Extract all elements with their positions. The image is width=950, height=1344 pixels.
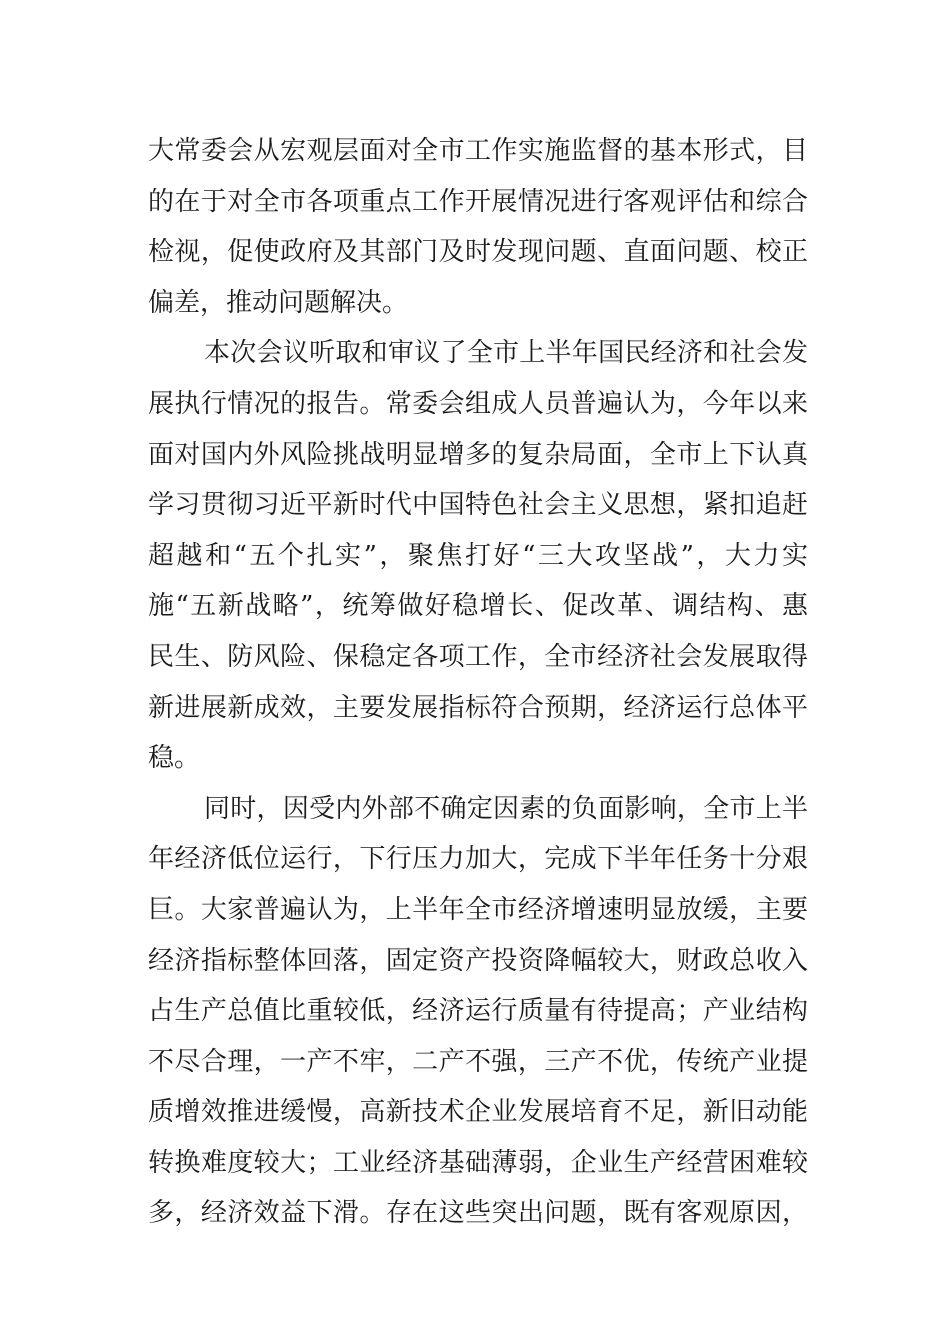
text-line: 民生、防风险、保稳定各项工作，全市经济社会发展取得	[148, 641, 808, 672]
text-line: 本次会议听取和审议了全市上半年国民经济和社会发	[204, 338, 808, 369]
text-line: 转换难度较大；工业经济基础薄弱，企业生产经营困难较	[148, 1147, 808, 1178]
text-line: 大常委会从宏观层面对全市工作实施监督的基本形式，目	[148, 136, 808, 166]
text-line: 学习贯彻习近平新时代中国特色社会主义思想，紧扣追赶	[148, 490, 808, 521]
text-line: 巨。大家普遍认为，上半年全市经济增速明显放缓，主要	[148, 894, 808, 925]
text-line: 年经济低位运行，下行压力加大，完成下半年任务十分艰	[148, 844, 808, 875]
paragraph-2	[148, 328, 808, 783]
text-line: 多，经济效益下滑。存在这些突出问题，既有客观原因，	[148, 1198, 808, 1229]
text-line: 展执行情况的报告。常委会组成人员普遍认为，今年以来	[148, 388, 808, 419]
text-line: 稳。	[148, 743, 201, 774]
text-line: 面对国内外风险挑战明显增多的复杂局面，全市上下认真	[148, 439, 808, 470]
text-line: 检视，促使政府及其部门及时发现问题、直面问题、校正	[148, 237, 808, 268]
text-line: 新进展新成效，主要发展指标符合预期，经济运行总体平	[148, 692, 808, 723]
text-line: 质增效推进缓慢，高新技术企业发展培育不足，新旧动能	[148, 1097, 808, 1128]
text-line: 施“五新战略”，统筹做好稳增长、促改革、调结构、惠	[148, 591, 808, 622]
paragraph-1	[148, 126, 808, 328]
text-line: 不尽合理，一产不牢，二产不强，三产不优，传统产业提	[148, 1046, 808, 1077]
text-line: 超越和“五个扎实”，聚焦打好“三大攻坚战”，大力实	[148, 540, 808, 571]
text-line: 经济指标整体回落，固定资产投资降幅较大，财政总收入	[148, 945, 808, 976]
paragraph-3	[148, 784, 808, 1239]
text-line: 的在于对全市各项重点工作开展情况进行客观评估和综合	[148, 186, 808, 217]
document-body	[148, 126, 808, 1239]
text-line: 占生产总值比重较低，经济运行质量有待提高；产业结构	[148, 996, 808, 1027]
text-line: 同时，因受内外部不确定因素的负面影响，全市上半	[204, 793, 808, 824]
text-line: 偏差，推动问题解决。	[148, 287, 409, 318]
